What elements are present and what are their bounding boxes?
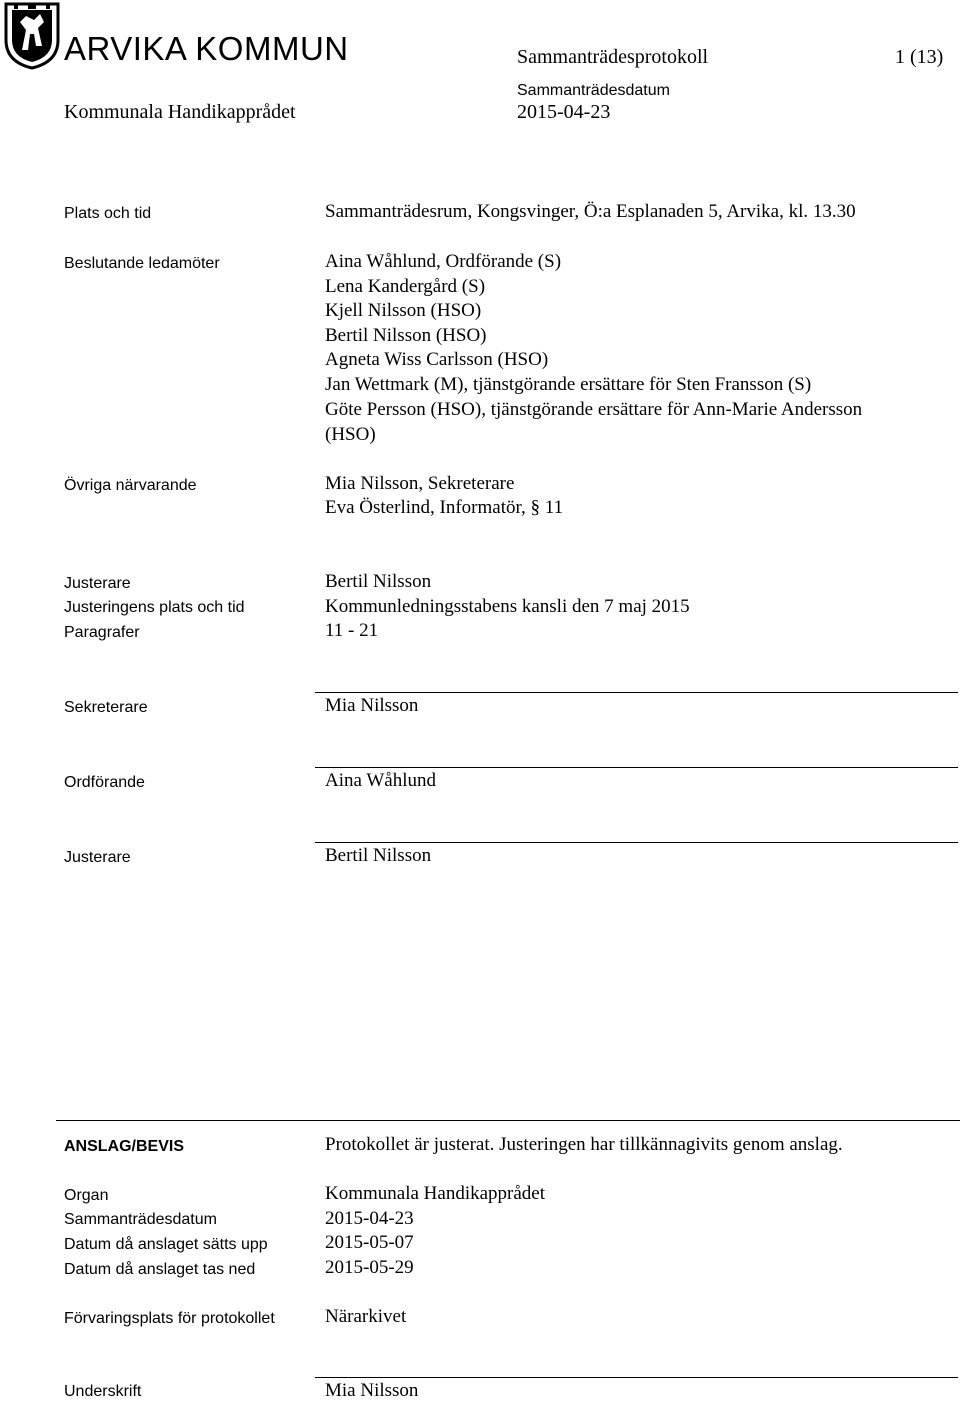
header-date-label: Sammanträdesdatum [517,82,670,99]
anslag-signature-name: Mia Nilsson [325,1380,419,1401]
page-number: 1 (13) [895,46,944,68]
anslag-row-value-posted: 2015-05-07 [325,1232,414,1253]
logo-text: ARVIKA KOMMUN [64,30,349,67]
signature-line-adjuster [315,842,958,843]
anslag-row-label-posted: Datum då anslaget sätts upp [64,1236,268,1253]
anslag-row-value-date: 2015-04-23 [325,1208,414,1229]
header-organ: Kommunala Handikapprådet [64,101,296,123]
signature-name-chair: Aina Wåhlund [325,770,436,791]
signature-label-chair: Ordförande [64,774,145,791]
member-3: Kjell Nilsson (HSO) [325,300,482,321]
signature-line-secretary [315,692,958,693]
paragrafer-value: 11 - 21 [325,620,379,641]
member-6: Jan Wettmark (M), tjänstgörande ersättare för Sten Fransson (S) [325,374,812,395]
adjust-place-label: Justeringens plats och tid [64,599,245,616]
other-2: Eva Österlind, Informatör, § 11 [325,497,564,518]
paragrafer-label: Paragrafer [64,624,140,641]
anslag-divider [56,1120,960,1121]
anslag-title: ANSLAG/BEVIS [64,1138,185,1155]
anslag-row-label-date: Sammanträdesdatum [64,1211,217,1228]
signature-label-adjuster: Justerare [64,849,131,866]
signature-line-anslag [315,1377,958,1378]
other-1: Mia Nilsson, Sekreterare [325,473,515,494]
anslag-statement: Protokollet är justerat. Justeringen har tillkännagivits genom anslag. [325,1134,843,1155]
member-5: Agneta Wiss Carlsson (HSO) [325,349,549,370]
signature-name-adjuster: Bertil Nilsson [325,845,432,866]
justerare-label: Justerare [64,575,131,592]
justerare-value: Bertil Nilsson [325,571,432,592]
place-label: Plats och tid [64,205,152,222]
signature-label-secretary: Sekreterare [64,699,148,716]
anslag-row-label-removed: Datum då anslaget tas ned [64,1261,256,1278]
storage-value: Närarkivet [325,1306,407,1327]
anslag-row-label-organ: Organ [64,1187,109,1204]
member-4: Bertil Nilsson (HSO) [325,325,487,346]
storage-label: Förvaringsplats för protokollet [64,1310,275,1327]
adjust-place-value: Kommunledningsstabens kansli den 7 maj 2015 [325,596,690,617]
anslag-row-value-removed: 2015-05-29 [325,1257,414,1278]
place-value: Sammanträdesrum, Kongsvinger, Ö:a Esplanaden 5, Arvika, kl. 13.30 [325,201,856,222]
document-type: Sammanträdesprotokoll [517,46,709,68]
others-label: Övriga närvarande [64,477,197,494]
signature-name-secretary: Mia Nilsson [325,695,419,716]
member-1: Aina Wåhlund, Ordförande (S) [325,251,562,272]
coat-of-arms-icon [4,0,60,70]
anslag-signature-label: Underskrift [64,1383,142,1400]
member-2: Lena Kandergård (S) [325,276,486,297]
member-7-continued: (HSO) [325,424,376,445]
header-date: 2015-04-23 [517,101,611,123]
anslag-row-value-organ: Kommunala Handikapprådet [325,1183,546,1204]
members-label: Beslutande ledamöter [64,255,220,272]
member-7: Göte Persson (HSO), tjänstgörande ersättare för Ann-Marie Andersson [325,399,863,420]
signature-line-chair [315,767,958,768]
